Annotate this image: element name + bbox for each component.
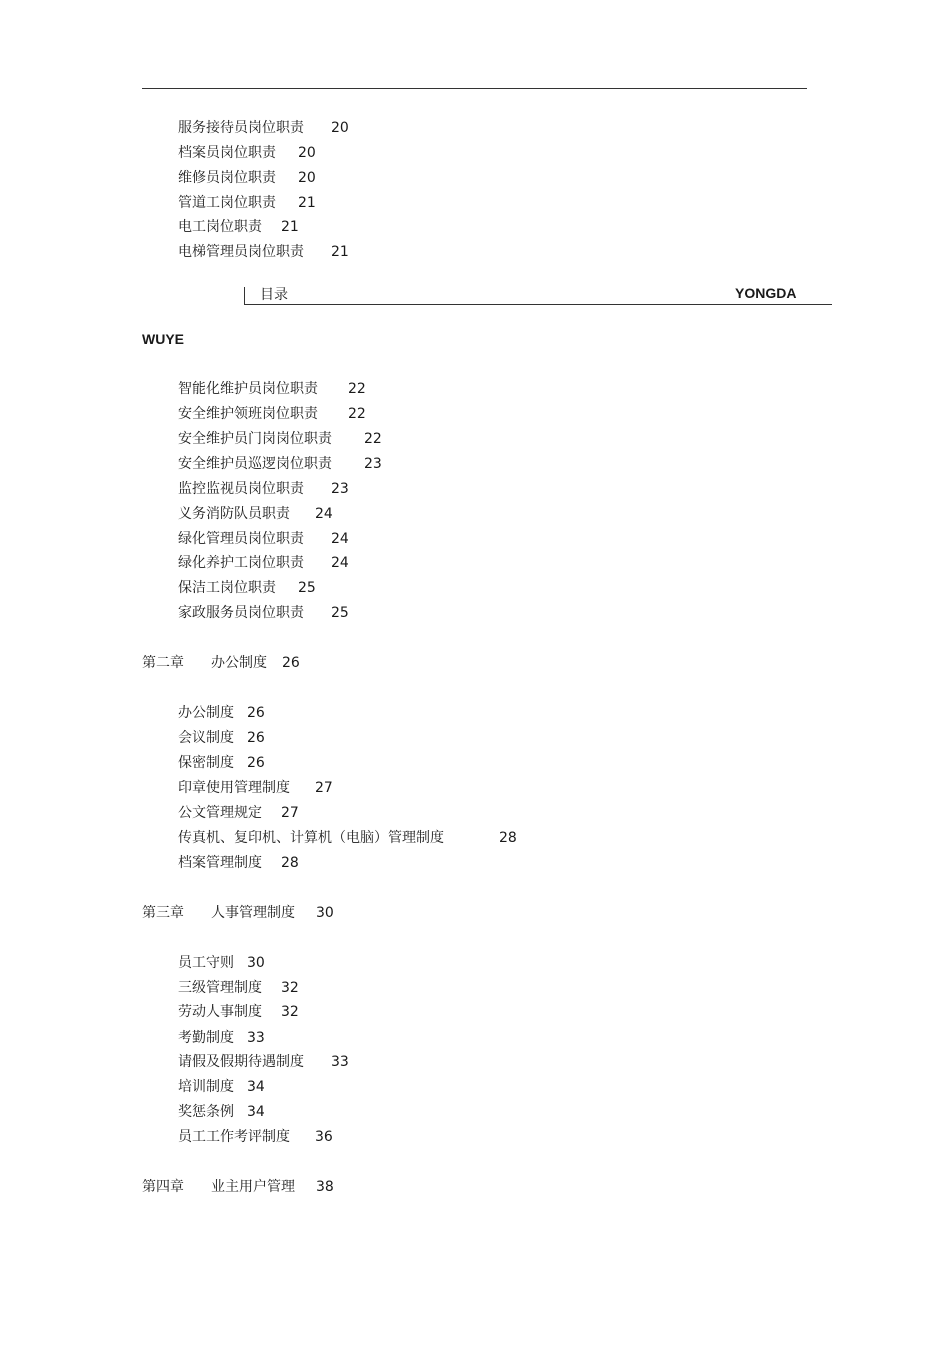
toc-entry-title: 安全维护员巡逻岗位职责 bbox=[178, 456, 332, 472]
toc-entry-page: 32 bbox=[281, 980, 299, 996]
toc-entry-title: 考勤制度 bbox=[178, 1030, 234, 1046]
toc-entry-page: 30 bbox=[247, 955, 265, 971]
toc-entry[interactable] bbox=[178, 779, 333, 797]
toc-entry-title: 三级管理制度 bbox=[178, 980, 262, 996]
header-label: 目录 bbox=[260, 287, 288, 303]
toc-entry[interactable] bbox=[178, 1053, 349, 1071]
toc-entry[interactable] bbox=[178, 218, 299, 236]
chapter-number: 第三章 bbox=[142, 905, 184, 921]
toc-chapter[interactable] bbox=[142, 1178, 334, 1196]
toc-entry-title: 服务接待员岗位职责 bbox=[178, 120, 304, 136]
toc-entry-page: 24 bbox=[315, 506, 333, 522]
toc-entry-title: 义务消防队员职责 bbox=[178, 506, 290, 522]
toc-entry[interactable] bbox=[178, 704, 265, 722]
toc-entry-page: 27 bbox=[281, 805, 299, 821]
chapter-page: 38 bbox=[316, 1179, 334, 1195]
toc-entry-title: 会议制度 bbox=[178, 730, 234, 746]
toc-entry[interactable] bbox=[178, 804, 299, 822]
chapter-title: 人事管理制度 bbox=[211, 905, 295, 921]
toc-entry[interactable] bbox=[178, 754, 265, 772]
toc-entry[interactable] bbox=[178, 119, 349, 137]
toc-entry[interactable] bbox=[178, 194, 316, 212]
toc-entry-page: 32 bbox=[281, 1004, 299, 1020]
toc-entry-title: 公文管理规定 bbox=[178, 805, 262, 821]
toc-entry[interactable] bbox=[178, 579, 316, 597]
toc-entry[interactable] bbox=[178, 455, 382, 473]
toc-entry-page: 22 bbox=[348, 381, 366, 397]
toc-entry[interactable] bbox=[178, 144, 316, 162]
toc-entry-page: 26 bbox=[247, 705, 265, 721]
toc-entry-page: 28 bbox=[281, 855, 299, 871]
toc-entry-title: 培训制度 bbox=[178, 1079, 234, 1095]
toc-entry-title: 保洁工岗位职责 bbox=[178, 580, 276, 596]
toc-entry-page: 34 bbox=[247, 1079, 265, 1095]
toc-entry[interactable] bbox=[178, 604, 349, 622]
toc-entry-page: 33 bbox=[331, 1054, 349, 1070]
running-header bbox=[244, 287, 832, 305]
toc-entry[interactable] bbox=[178, 954, 265, 972]
toc-entry[interactable] bbox=[178, 380, 366, 398]
toc-entry-title: 传真机、复印机、计算机（电脑）管理制度 bbox=[178, 830, 444, 846]
toc-entry-page: 24 bbox=[331, 555, 349, 571]
toc-entry[interactable] bbox=[178, 430, 382, 448]
toc-entry-page: 20 bbox=[331, 120, 349, 136]
toc-entry[interactable] bbox=[178, 169, 316, 187]
toc-entry-page: 24 bbox=[331, 531, 349, 547]
toc-entry[interactable] bbox=[178, 554, 349, 572]
chapter-title: 办公制度 bbox=[211, 655, 267, 671]
toc-entry-page: 33 bbox=[247, 1030, 265, 1046]
toc-entry-title: 安全维护员门岗岗位职责 bbox=[178, 431, 332, 447]
toc-entry[interactable] bbox=[178, 1029, 265, 1047]
toc-entry-page: 27 bbox=[315, 780, 333, 796]
toc-entry-page: 28 bbox=[499, 830, 517, 846]
toc-entry-title: 劳动人事制度 bbox=[178, 1004, 262, 1020]
toc-entry-title: 印章使用管理制度 bbox=[178, 780, 290, 796]
toc-entry-title: 智能化维护员岗位职责 bbox=[178, 381, 318, 397]
toc-entry-page: 26 bbox=[247, 755, 265, 771]
toc-entry[interactable] bbox=[178, 1128, 333, 1146]
toc-entry-page: 23 bbox=[364, 456, 382, 472]
toc-entry[interactable] bbox=[178, 729, 265, 747]
toc-entry-page: 20 bbox=[298, 145, 316, 161]
toc-entry-page: 22 bbox=[364, 431, 382, 447]
toc-entry-page: 22 bbox=[348, 406, 366, 422]
toc-entry-page: 25 bbox=[331, 605, 349, 621]
toc-entry-page: 34 bbox=[247, 1104, 265, 1120]
toc-entry-title: 档案管理制度 bbox=[178, 855, 262, 871]
toc-entry[interactable] bbox=[178, 829, 517, 847]
toc-entry-page: 23 bbox=[331, 481, 349, 497]
toc-entry-title: 请假及假期待遇制度 bbox=[178, 1054, 304, 1070]
toc-entry[interactable] bbox=[178, 505, 333, 523]
toc-entry-title: 绿化养护工岗位职责 bbox=[178, 555, 304, 571]
toc-entry-title: 保密制度 bbox=[178, 755, 234, 771]
top-rule bbox=[142, 88, 807, 89]
toc-chapter[interactable] bbox=[142, 904, 334, 922]
toc-entry-page: 21 bbox=[331, 244, 349, 260]
toc-entry[interactable] bbox=[178, 1078, 265, 1096]
toc-entry-page: 36 bbox=[315, 1129, 333, 1145]
toc-entry[interactable] bbox=[178, 243, 349, 261]
toc-entry[interactable] bbox=[178, 979, 299, 997]
toc-entry-title: 电工岗位职责 bbox=[178, 219, 262, 235]
toc-entry-page: 20 bbox=[298, 170, 316, 186]
toc-entry-title: 家政服务员岗位职责 bbox=[178, 605, 304, 621]
toc-entry[interactable] bbox=[178, 854, 299, 872]
toc-entry-title: 办公制度 bbox=[178, 705, 234, 721]
toc-entry-title: 监控监视员岗位职责 bbox=[178, 481, 304, 497]
toc-entry[interactable] bbox=[178, 480, 349, 498]
toc-entry-title: 员工工作考评制度 bbox=[178, 1129, 290, 1145]
toc-entry[interactable] bbox=[178, 1003, 299, 1021]
chapter-number: 第四章 bbox=[142, 1179, 184, 1195]
chapter-number: 第二章 bbox=[142, 655, 184, 671]
toc-entry-page: 21 bbox=[298, 195, 316, 211]
toc-chapter[interactable] bbox=[142, 654, 300, 672]
toc-entry-title: 奖惩条例 bbox=[178, 1104, 234, 1120]
toc-entry[interactable] bbox=[178, 530, 349, 548]
header-sub-brand: WUYE bbox=[142, 331, 184, 347]
toc-entry[interactable] bbox=[178, 1103, 265, 1121]
toc-entry-page: 26 bbox=[247, 730, 265, 746]
header-brand: YONGDA bbox=[735, 285, 797, 301]
chapter-page: 26 bbox=[282, 655, 300, 671]
toc-entry-title: 档案员岗位职责 bbox=[178, 145, 276, 161]
toc-entry-title: 维修员岗位职责 bbox=[178, 170, 276, 186]
toc-entry[interactable] bbox=[178, 405, 366, 423]
toc-entry-title: 管道工岗位职责 bbox=[178, 195, 276, 211]
toc-entry-title: 绿化管理员岗位职责 bbox=[178, 531, 304, 547]
chapter-title: 业主用户管理 bbox=[211, 1179, 295, 1195]
toc-entry-title: 电梯管理员岗位职责 bbox=[178, 244, 304, 260]
toc-entry-page: 25 bbox=[298, 580, 316, 596]
chapter-page: 30 bbox=[316, 905, 334, 921]
toc-entry-title: 安全维护领班岗位职责 bbox=[178, 406, 318, 422]
toc-entry-page: 21 bbox=[281, 219, 299, 235]
toc-entry-title: 员工守则 bbox=[178, 955, 234, 971]
